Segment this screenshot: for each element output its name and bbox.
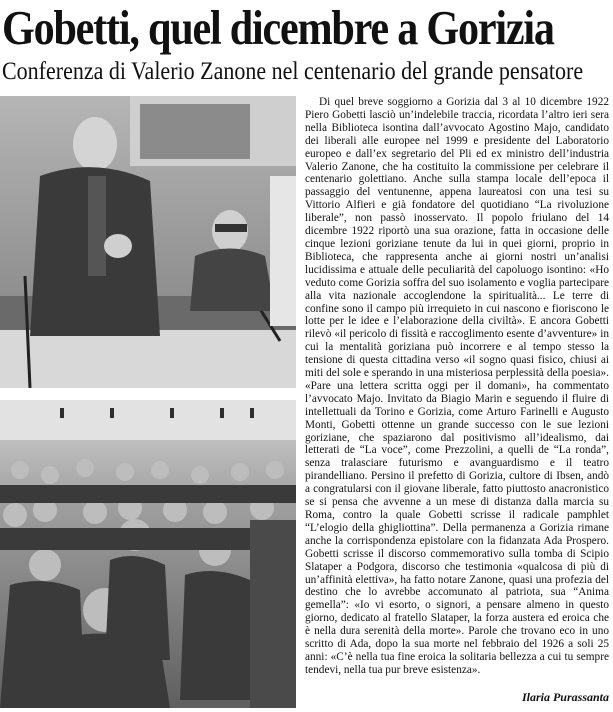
conference-speakers-photo — [0, 96, 296, 388]
byline: Ilaria Purassanta — [521, 690, 609, 704]
audience-photo — [0, 400, 296, 708]
headline: Gobetti, quel dicembre a Gorizia — [2, 0, 554, 55]
article-body — [305, 96, 609, 688]
article-text: Di quel breve soggiorno a Gorizia dal 3 al 10 dicembre 1922 Piero Gobetti lasciò un’indelebile traccia, ricordata l’altro ieri sera nella Biblioteca isontina dall’avvocato Agostino Majo, candidato dei liberali alle europee nel 1999 e presidente del Laboratorio europeo e dall’ex segretario del Pli ed ex ministro dell’industria Valerio Zanone, che ha costituito la commissione per celebrare il centenario golettiano. Anche sulla stampa locale dell’epoca il passaggio del ventunenne, appena laureatosi con una tesi su Vittorio Alfieri e già fondatore del quotidiano “La rivoluzione liberale”, non passò inosservato. Il popolo friulano del 14 dicembre 1922 riportò una sua orazione, fatta in occasione delle cinque lezioni goriziane tenute da lui in quei giorni, proprio in Biblioteca, che rappresenta anche ai giorni nostri un’analisi lucidissima e attuale delle peculiarità del capoluogo isontino: «Ho veduto come Gorizia soffra del suo isolamento e voglia partecipare alla vita nazionale accoglendone la spiritualità... Le terre di confine sono il campo più irrequieto in cui nascono e fioriscono le lotte per le idee e l’elaborazione della civiltà». E ancora Gobetti rilevò «il pericolo di fissità e raccoglimento esente d’avventure» in cui la mentalità goriziana può incorrere e al tempo stesso la tensione di questa cittadina verso «il sogno quasi fisico, chiusi ai miti del sole e sperando in una misteriosa perplessità della poesia». «Pare una lettera scritta oggi per il domani», ha commentato l’avvocato Majo. Invitato da Biagio Marin e seguendo il fluire di intellettuali da Torino e Gorizia, come Arturo Farinelli e Augusto Monti, Gobetti ottenne un grande successo con le sue lezioni goriziane, che spaziarono dal positivismo all’idealismo, dai letterati de “La voce”, come Prezzolini, a quelli de “La ronda”, senza tralasciare futurismo e avanguardismo e il teatro pirandelliano. Persino il prefetto di Gorizia, cultore di Ibsen, andò a congratularsi con il giovane liberale, fatto piuttosto anacronistico se si pensa che avvenne a un mese di distanza dalla marcia su Roma, contro la quale Gobetti scrisse il radicale pamphlet “L’elogio della ghigliottina”. Della permanenza a Gorizia rimane anche la corrispondenza epistolare con la fidanzata Ada Prospero. Gobetti scrisse il discorso commemorativo sulla tomba di Scipio Slataper a Podgora, discorso che testimonia «qualcosa di più di un’affinità elettiva», ha fatto notare Zanone, quasi una profezia del destino che lo avrebbe accomunato al patriota, sua “Anima gemella”: «Io vi esorto, o signori, a pensare almeno in questo giorno, dedicato al fratello Slataper, la forza austera ed eroica che è nella dura serenità della morte». Parole che trovano eco in uno scritto di Ada, dopo la sua morte nel febbraio del 1926 a soli 25 anni: «C’è nella tua fine eroica la solitaria bellezza a cui tu sempre tendevi, nella tua pur breve esistenza». — [305, 96, 609, 676]
subheadline: Conferenza di Valerio Zanone nel centenario del grande pensatore — [2, 58, 584, 85]
